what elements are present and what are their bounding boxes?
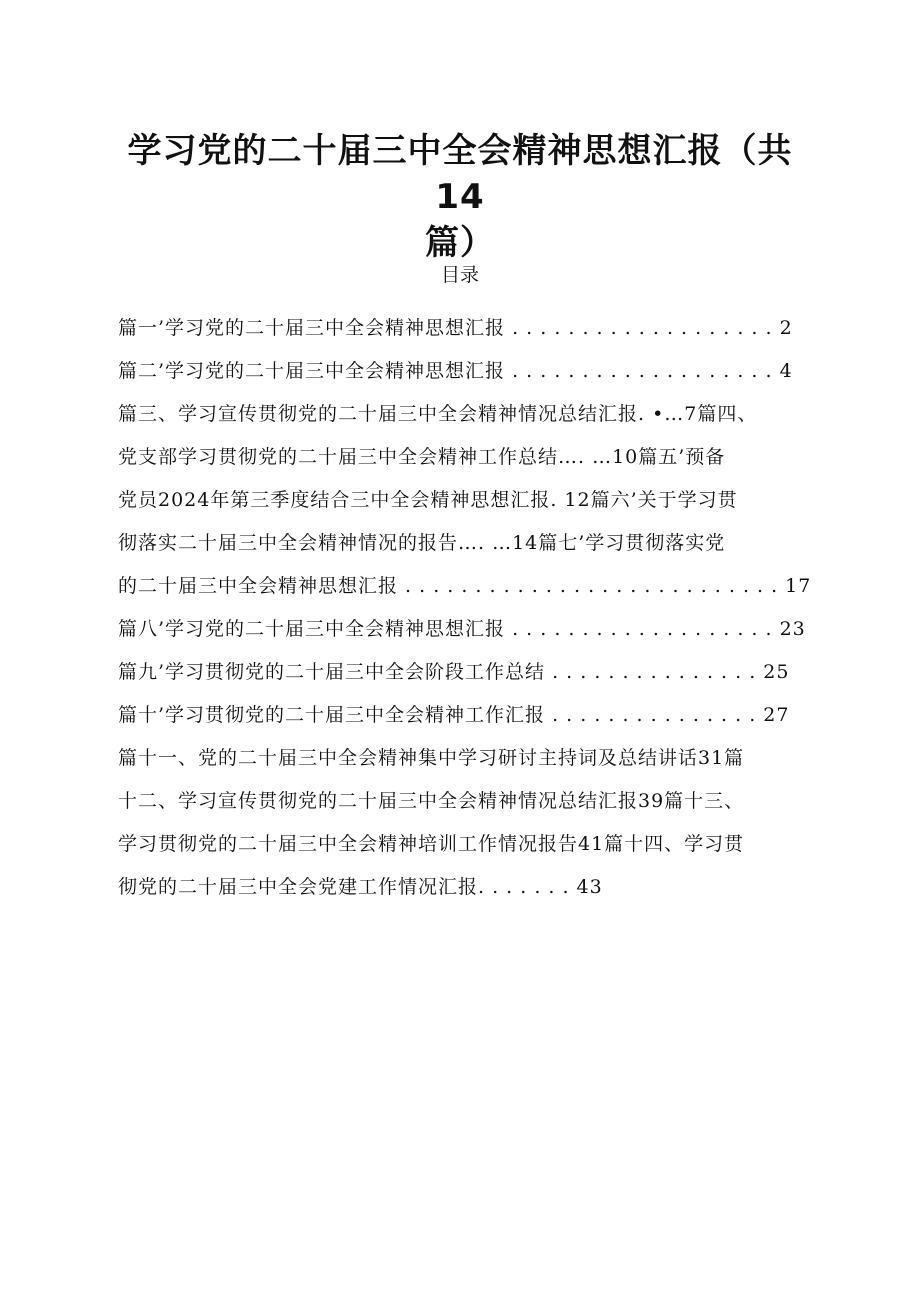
toc-line[interactable]: 篇一’学习党的二十届三中全会精神思想汇报 . . . . . . . . . . . . . . . . . . . 2: [118, 317, 793, 339]
toc-line[interactable]: 的二十届三中全会精神思想汇报 . . . . . . . . . . . . . . . . . . . . . . . . . . . 17: [118, 575, 812, 597]
title-line-1: 学习党的二十届三中全会精神思想汇报（共14: [127, 131, 793, 217]
toc-line[interactable]: 彻党的二十届三中全会党建工作情况汇报. . . . . . . 43: [118, 876, 603, 898]
title-line-2: 篇）: [425, 223, 495, 263]
toc-line[interactable]: 十二、学习宣传贯彻党的二十届三中全会精神情况总结汇报39篇十三、: [118, 790, 745, 812]
toc-line[interactable]: 篇三、学习宣传贯彻党的二十届三中全会精神情况总结汇报. •…7篇四、: [118, 403, 758, 425]
toc-heading: 目录: [440, 264, 479, 286]
table-of-contents: [118, 307, 838, 909]
document-title: [110, 128, 810, 266]
toc-line[interactable]: 篇九’学习贯彻党的二十届三中全会阶段工作总结 . . . . . . . . . . . . . . . 25: [118, 661, 790, 683]
toc-line[interactable]: 篇十’学习贯彻党的二十届三中全会精神工作汇报 . . . . . . . . . . . . . . . 27: [118, 704, 790, 726]
toc-line[interactable]: 篇十一、党的二十届三中全会精神集中学习研讨主持词及总结讲话31篇: [118, 747, 745, 769]
toc-line[interactable]: 彻落实二十届三中全会精神情况的报告…. …14篇七’学习贯彻落实党: [118, 532, 726, 554]
toc-line[interactable]: 篇二’学习党的二十届三中全会精神思想汇报 . . . . . . . . . . . . . . . . . . . 4: [118, 360, 793, 382]
toc-line[interactable]: 篇八’学习党的二十届三中全会精神思想汇报 . . . . . . . . . . . . . . . . . . . 23: [118, 618, 806, 640]
toc-line[interactable]: 党支部学习贯彻党的二十届三中全会精神工作总结…. …10篇五’预备: [118, 446, 726, 468]
toc-line[interactable]: 学习贯彻党的二十届三中全会精神培训工作情况报告41篇十四、学习贯: [118, 833, 745, 855]
toc-line[interactable]: 党员2024年第三季度结合三中全会精神思想汇报. 12篇六’关于学习贯: [118, 489, 738, 511]
